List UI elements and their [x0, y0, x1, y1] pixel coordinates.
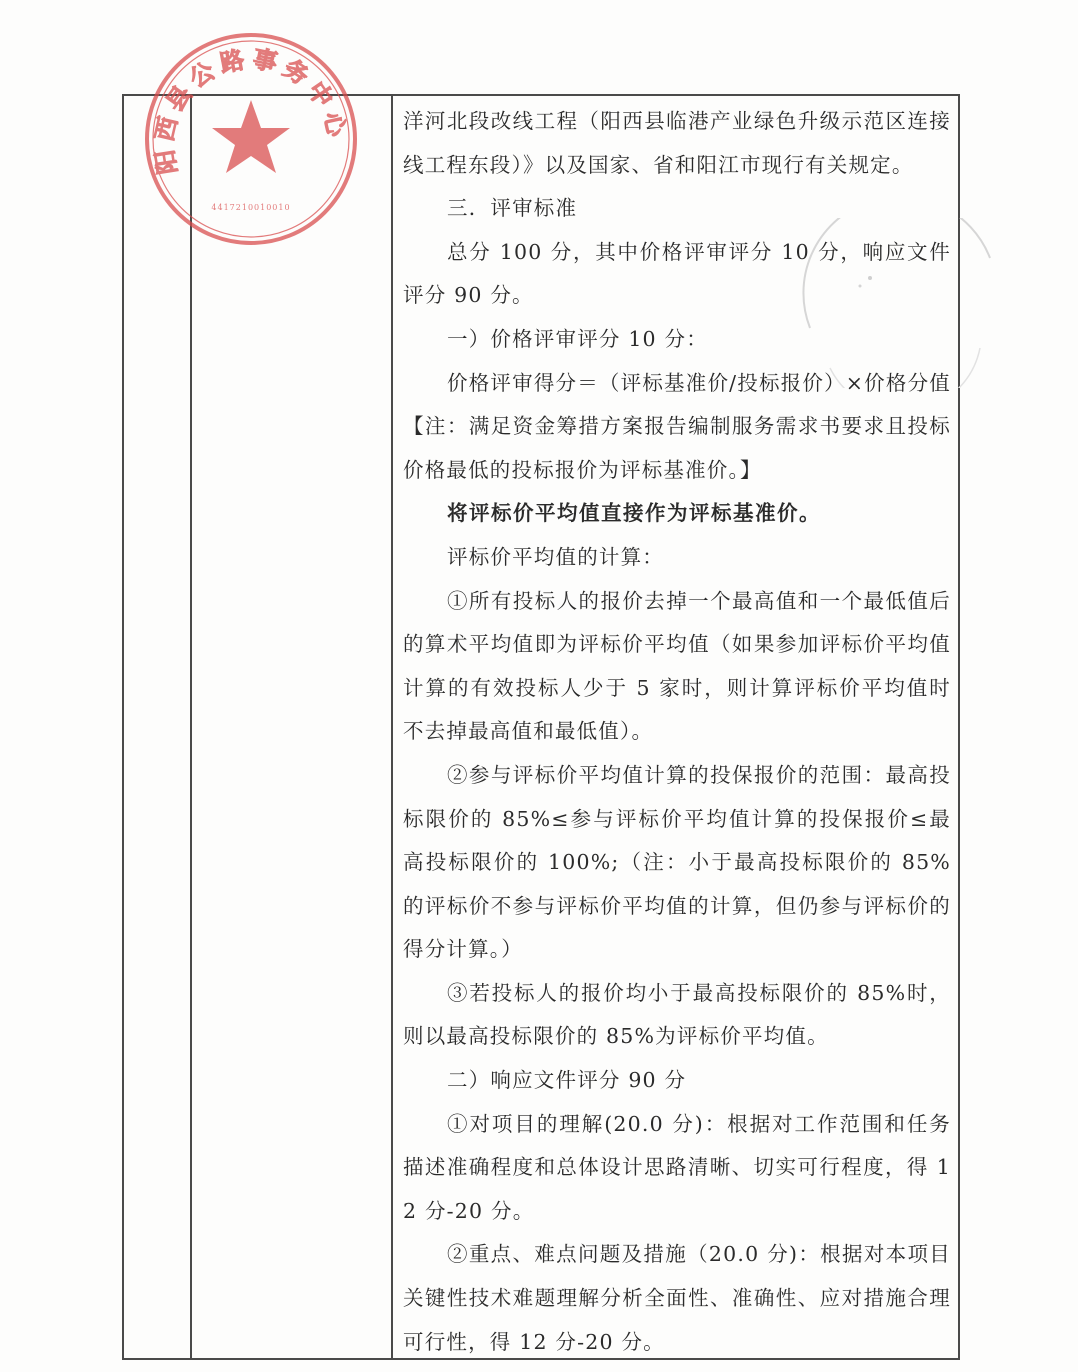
paragraph-6: 将评标价平均值直接作为评标基准价。	[447, 501, 821, 526]
paragraph-13: ②重点、难点问题及措施（20.0 分)：根据对本项目关键性技术难题理解分析全面性、准确性、应对措施合理可行性，得 12 分-20 分。	[403, 1242, 951, 1354]
document-body	[403, 100, 951, 1364]
paragraph-10: ③若投标人的报价均小于最高投标限价的 85%时，则以最高投标限价的 85%为评标价平均值。	[403, 980, 951, 1049]
paragraph-7: 评标价平均值的计算：	[447, 544, 664, 569]
paragraph-4: 一）价格评审评分 10 分：	[447, 326, 708, 351]
official-seal-icon	[140, 28, 362, 250]
table-left-border	[122, 94, 124, 1360]
svg-text:4417210010010: 4417210010010	[211, 203, 291, 212]
svg-text:阳西县公路事务中心: 阳西县公路事务中心	[148, 43, 353, 177]
paragraph-8: ①所有投标人的报价去掉一个最高值和一个最低值后的算术平均值即为评标价平均值（如果参加评标价平均值计算的有效投标人少于 5 家时，则计算评标价平均值时不去掉最高值和最低值）。	[403, 588, 951, 744]
paragraph-3: 总分 100 分，其中价格评审评分 10 分，响应文件评分 90 分。	[403, 239, 951, 308]
paragraph-9: ②参与评标价平均值计算的投保报价的范围：最高投标限价的 85%≤参与评标价平均值计算的投保报价≤最高投标限价的 100%;（注：小于最高投标限价的 85%的评标价不参与评标价平均值的计算，但仍参与评标价的得分计算。）	[403, 762, 951, 962]
paragraph-11: 二）响应文件评分 90 分	[447, 1068, 687, 1093]
paragraph-2: 三．评审标准	[447, 196, 578, 221]
table-column-divider-1	[190, 94, 192, 1360]
paragraph-1: 洋河北段改线工程（阳西县临港产业绿色升级示范区连接线工程东段）》以及国家、省和阳江市现行有关规定。	[403, 109, 951, 177]
paragraph-5: 价格评审得分＝（评标基准价/投标报价）×价格分值【注：满足资金筹措方案报告编制服务需求书要求且投标价格最低的投标报价为评标基准价。】	[403, 370, 951, 482]
paragraph-12: ①对项目的理解(20.0 分)：根据对工作范围和任务描述准确程度和总体设计思路清晰、切实可行程度，得 12 分-20 分。	[403, 1111, 951, 1223]
table-column-divider-2	[391, 94, 393, 1360]
